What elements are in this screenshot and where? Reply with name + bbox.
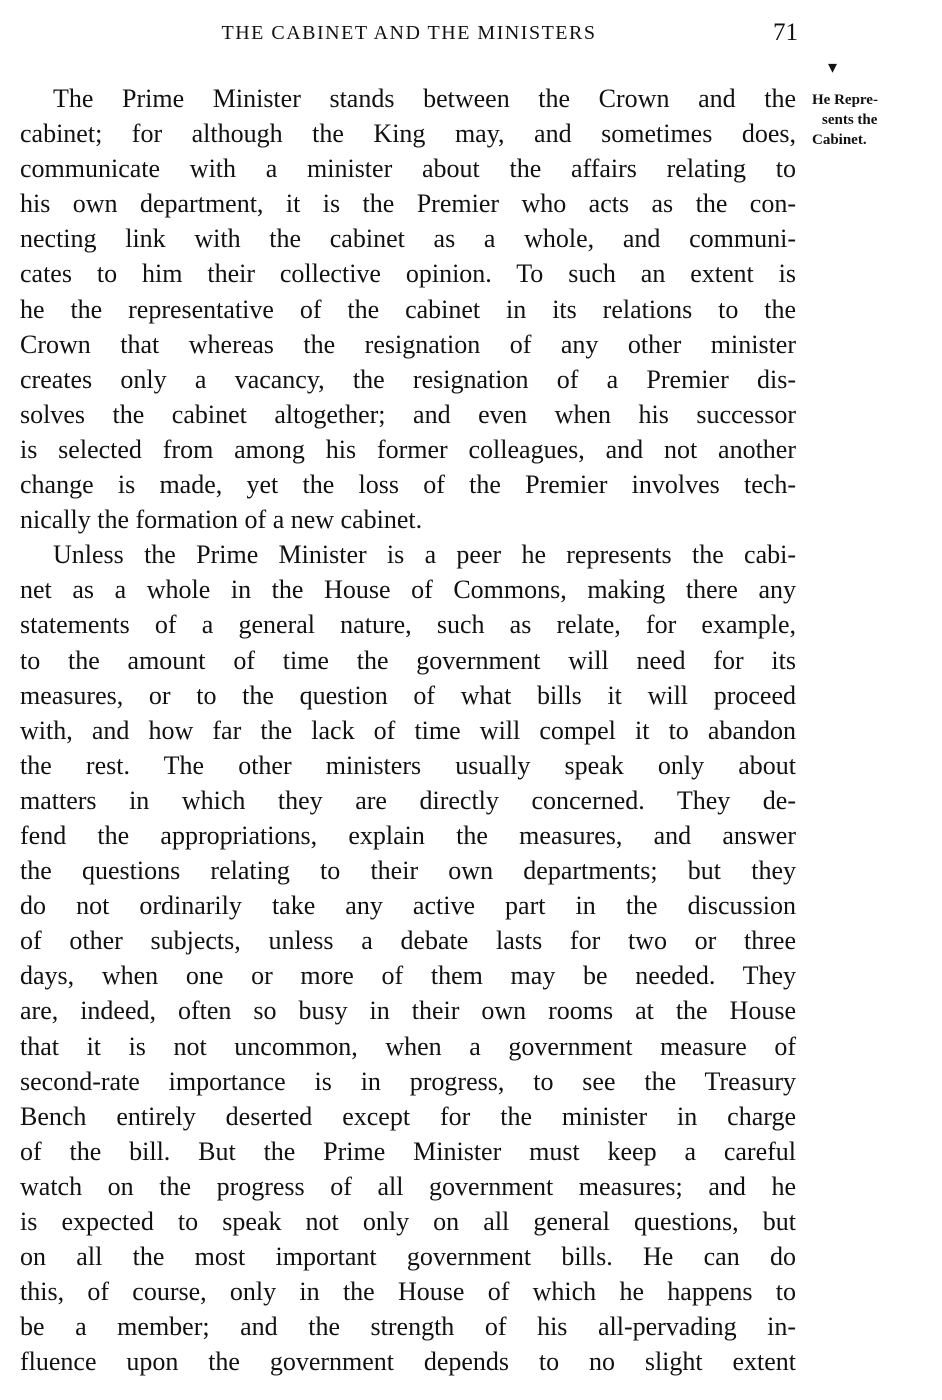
text-line: statements of a general nature, such as relate, for example, xyxy=(20,610,796,640)
text-line: days, when one or more of them may be needed. They xyxy=(20,961,796,991)
text-line: Unless the Prime Minister is a peer he represents the cabi- xyxy=(53,540,796,570)
text-line: Crown that whereas the resignation of any other minister xyxy=(20,329,796,359)
text-line: change is made, yet the loss of the Premier involves tech- xyxy=(20,470,796,500)
text-line: net as a whole in the House of Commons, making there any xyxy=(20,575,796,605)
text-line: the questions relating to their own departments; but they xyxy=(20,856,796,886)
text-line: of the bill. But the Prime Minister must keep a careful xyxy=(20,1136,796,1166)
body-text xyxy=(20,81,796,1379)
text-line: nically the formation of a new cabinet. xyxy=(20,505,423,535)
text-line: of other subjects, unless a debate lasts for two or three xyxy=(20,926,796,956)
running-head xyxy=(20,18,798,48)
text-line: he the representative of the cabinet in its relations to the xyxy=(20,294,796,324)
text-line: cates to him their collective opinion. To such an extent is xyxy=(20,259,796,289)
text-line: Bench entirely deserted except for the minister in charge xyxy=(20,1101,796,1131)
running-title: THE CABINET AND THE MINISTERS xyxy=(221,22,597,44)
page-number: 71 xyxy=(773,19,798,46)
text-line: do not ordinarily take any active part in the discussion xyxy=(20,891,796,921)
sidenote-line: sents the xyxy=(822,112,878,128)
text-line: to the amount of time the government will need for its xyxy=(20,645,796,675)
paragraph-2 xyxy=(20,537,796,1379)
text-line: measures, or to the question of what bills it will proceed xyxy=(20,680,796,710)
text-line: watch on the progress of all government measures; and he xyxy=(20,1171,796,1201)
text-line: matters in which they are directly concerned. They de- xyxy=(20,785,796,815)
text-line: with, and how far the lack of time will compel it to abandon xyxy=(20,715,796,745)
text-line: is expected to speak not only on all general questions, but xyxy=(20,1207,796,1236)
text-line: on all the most important government bills. He can do xyxy=(20,1242,796,1272)
text-line: the rest. The other ministers usually speak only about xyxy=(20,750,796,780)
text-line: fend the appropriations, explain the measures, and answer xyxy=(20,820,796,850)
text-line: solves the cabinet altogether; and even when his successor xyxy=(20,399,796,429)
text-line: is selected from among his former colleagues, and not another xyxy=(20,434,796,464)
text-line: are, indeed, often so busy in their own rooms at the House xyxy=(20,996,796,1026)
text-line: The Prime Minister stands between the Crown and the xyxy=(53,84,796,113)
text-line: be a member; and the strength of his all-pervading in- xyxy=(20,1312,796,1342)
text-line: necting link with the cabinet as a whole, and communi- xyxy=(20,224,796,254)
text-line: communicate with a minister about the affairs relating to xyxy=(20,154,796,184)
text-line: creates only a vacancy, the resignation of a Premier dis- xyxy=(20,364,796,394)
paragraph-1 xyxy=(20,81,796,537)
text-line: this, of course, only in the House of which he happens to xyxy=(20,1277,796,1307)
text-line: that it is not uncommon, when a government measure of xyxy=(20,1031,796,1061)
margin-sidenote xyxy=(812,90,937,150)
text-line: second-rate importance is in progress, to see the Treasury xyxy=(20,1066,796,1096)
text-line: his own department, it is the Premier who acts as the con- xyxy=(20,189,796,219)
sidenote-line: He Repre- xyxy=(812,92,878,108)
sidenote-line: Cabinet. xyxy=(812,132,867,148)
text-line: fluence upon the government depends to no slight extent xyxy=(20,1347,796,1377)
margin-mark: ▾ xyxy=(828,57,838,77)
text-line: cabinet; for although the King may, and sometimes does, xyxy=(20,119,796,149)
